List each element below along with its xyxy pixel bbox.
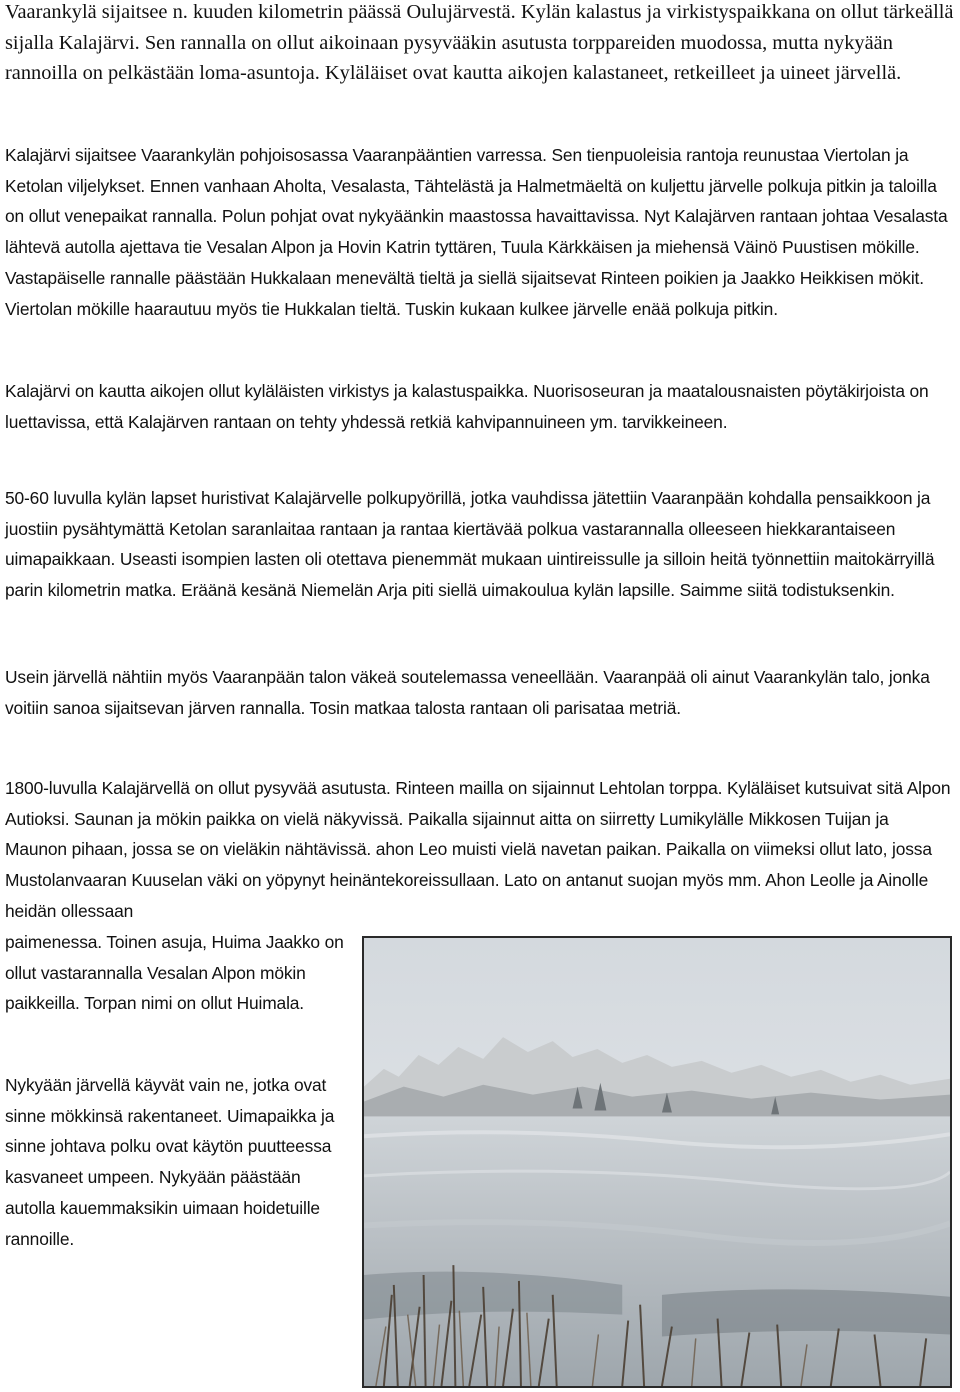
settlement-continued-paragraph: paimenessa. Toinen asuja, Huima Jaakko on ollut vastarannalla Vesalan Alpon mökin paikkeilla. Torpan nimi on ollut Huimala.	[5, 932, 344, 1014]
recreation-paragraph: Kalajärvi on kautta aikojen ollut kyläläisten virkistys ja kalastuspaikka. Nuorisoseuran ja maatalousnaisten pöytäkirjoista on luettavissa, että Kalajärven rantaan on tehty yhdessä retkiä kahvipannuineen ym. tarvikkeineen.	[5, 381, 929, 432]
frozen-lake-image	[364, 938, 950, 1386]
intro-paragraph: Vaarankylä sijaitsee n. kuuden kilometrin päässä Oulujärvestä. Kylän kalastus ja virkistyspaikkana on ollut tärkeällä sijalla Kalajärvi. Sen rannalla on ollut aikoinaan pysyvääkin asutusta torppareiden muodossa, mutta nykyään rannoilla on pelkästään loma-asuntoja. Kyläläiset ovat kautta aikojen kalastaneet, retkeilleet ja uineet järvellä.	[5, 1, 954, 84]
location-paragraph: Kalajärvi sijaitsee Vaarankylän pohjoisosassa Vaaranpääntien varressa. Sen tienpuoleisia rantoja reunustaa Viertolan ja Ketolan viljelykset. Ennen vanhaan Aholta, Vesalasta, Tähtelästä ja Halmetmäeltä on kuljettu järvelle polkuja pitkin ja taloilla on ollut venepaikat rannalla. Polun pohjat ovat nykyäänkin maastossa havaittavissa. Nyt Kalajärven rantaan johtaa Vesalasta lähtevä autolla ajettava tie Vesalan Alpon ja Hovin Katrin tyttären, Tuula Kärkkäisen ja miehensä Väinö Puustisen mökille. Vastapäiselle rannalle päästään Hukkalaan menevältä tieltä ja siellä sijaitsevat Rinteen poikien ja Jaakko Heikkisen mökit. Viertolan mökille haarautuu myös tie Hukkalan tieltä. Tuskin kukaan kulkee järvelle enää polkuja pitkin.	[5, 145, 948, 319]
rowing-paragraph: Usein järvellä nähtiin myös Vaaranpään talon väkeä soutelemassa veneellään. Vaaranpää oli ainut Vaarankylän talo, jonka voitiin sanoa sijaitsevan järven rannalla. Tosin matkaa talosta rantaan oli parisataa metriä.	[5, 667, 930, 718]
settlement-paragraph: 1800-luvulla Kalajärvellä on ollut pysyvää asutusta. Rinteen mailla on sijainnut Lehtolan torppa. Kyläläiset kutsuivat sitä Alpon Autioksi. Saunan ja mökin paikka on vielä näkyvissä. Paikalla sijainnut aitta on siirretty Lumikylälle Mikkosen Tuijan ja Maunon pihaan, jossa se on vieläkin nähtävissä. ahon Leo muisti vielä navetan paikan. Paikalla on viimeksi ollut lato, jossa Mustolanvaaran Kuuselan väki on yöpynyt heinäntekoreissullaan. Lato on antanut suojan myös mm. Ahon Leolle ja Ainolle heidän ollessaan	[5, 778, 951, 921]
childhood-paragraph: 50-60 luvulla kylän lapset huristivat Kalajärvelle polkupyörillä, jotka vauhdissa jätettiin Vaaranpään kohdalla pensaikkoon ja juostiin pysähtymättä Ketolan saranlaitaa rantaan ja rantaa kiertävää polkua vastarannalla olleeseen hiekkarantaiseen uimapaikkaan. Useasti isompien lasten oli otettava pienemmät mukaan uintireissulle ja silloin heitä työnnettiin maitokärryillä parin kilometrin matka. Eräänä kesänä Niemelän Arja piti siellä uimakoulua kylän lapsille. Saimme siitä todistuksenkin.	[5, 488, 935, 601]
lake-photo	[362, 936, 952, 1388]
present-day-paragraph: Nykyään järvellä käyvät vain ne, jotka ovat sinne mökkinsä rakentaneet. Uimapaikka ja sinne johtava polku ovat käytön puutteessa kasvaneet umpeen. Nykyään päästään autolla kauemmaksikin uimaan hoidetuille rannoille.	[5, 1075, 335, 1249]
